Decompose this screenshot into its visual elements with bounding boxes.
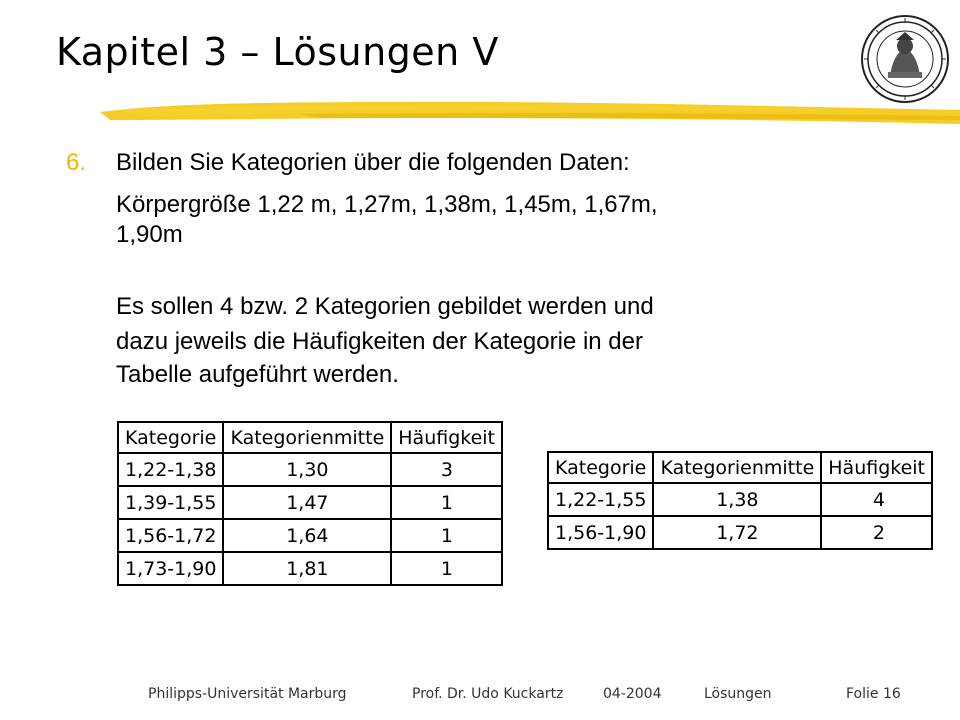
midpoint-cell: 1,30 bbox=[223, 453, 391, 486]
midpoint-cell: 1,47 bbox=[223, 486, 391, 519]
frequency-cell: 1 bbox=[391, 552, 502, 585]
header-cell: Kategorienmitte bbox=[653, 452, 821, 483]
table-row bbox=[548, 483, 932, 516]
yellow-brush-stripe bbox=[100, 96, 960, 130]
footer-topic: Lösungen bbox=[704, 686, 772, 702]
four-category-table bbox=[117, 421, 503, 586]
category-cell: 1,56-1,72 bbox=[118, 519, 223, 552]
slide-title: Kapitel 3 – Lösungen V bbox=[56, 30, 499, 74]
midpoint-cell: 1,72 bbox=[653, 516, 821, 549]
frequency-cell: 1 bbox=[391, 519, 502, 552]
task-line: Körpergröße 1,22 m, 1,27m, 1,38m, 1,45m, 1,67m, bbox=[116, 191, 658, 218]
category-cell: 1,73-1,90 bbox=[118, 552, 223, 585]
footer-author: Prof. Dr. Udo Kuckartz bbox=[412, 686, 564, 702]
task-line: Tabelle aufgeführt werden. bbox=[116, 361, 399, 388]
task-line: 1,90m bbox=[116, 221, 183, 248]
task-line: Bilden Sie Kategorien über die folgenden Daten: bbox=[116, 149, 630, 176]
university-seal-logo bbox=[860, 14, 950, 104]
header-cell: Kategorie bbox=[548, 452, 653, 483]
midpoint-cell: 1,38 bbox=[653, 483, 821, 516]
task-number: 6. bbox=[66, 149, 87, 176]
frequency-cell: 2 bbox=[821, 516, 932, 549]
category-cell: 1,22-1,55 bbox=[548, 483, 653, 516]
midpoint-cell: 1,64 bbox=[223, 519, 391, 552]
header-cell: Häufigkeit bbox=[821, 452, 932, 483]
category-cell: 1,22-1,38 bbox=[118, 453, 223, 486]
frequency-cell: 4 bbox=[821, 483, 932, 516]
table-row bbox=[118, 486, 502, 519]
frequency-cell: 1 bbox=[391, 486, 502, 519]
two-category-table bbox=[547, 451, 933, 550]
category-cell: 1,56-1,90 bbox=[548, 516, 653, 549]
task-line: Es sollen 4 bzw. 2 Kategorien gebildet werden und bbox=[116, 293, 654, 320]
table-row bbox=[118, 552, 502, 585]
header-cell: Kategorienmitte bbox=[223, 422, 391, 453]
footer-date: 04-2004 bbox=[603, 686, 662, 702]
header-cell: Häufigkeit bbox=[391, 422, 502, 453]
footer-slide-number: Folie 16 bbox=[846, 686, 901, 702]
header-cell: Kategorie bbox=[118, 422, 223, 453]
frequency-cell: 3 bbox=[391, 453, 502, 486]
table-header-row bbox=[118, 422, 502, 453]
table-row bbox=[548, 516, 932, 549]
footer-university: Philipps-Universität Marburg bbox=[148, 686, 347, 702]
table-row bbox=[118, 453, 502, 486]
table-header-row bbox=[548, 452, 932, 483]
table-row bbox=[118, 519, 502, 552]
task-line: dazu jeweils die Häufigkeiten der Kategorie in der bbox=[116, 328, 643, 355]
category-cell: 1,39-1,55 bbox=[118, 486, 223, 519]
midpoint-cell: 1,81 bbox=[223, 552, 391, 585]
